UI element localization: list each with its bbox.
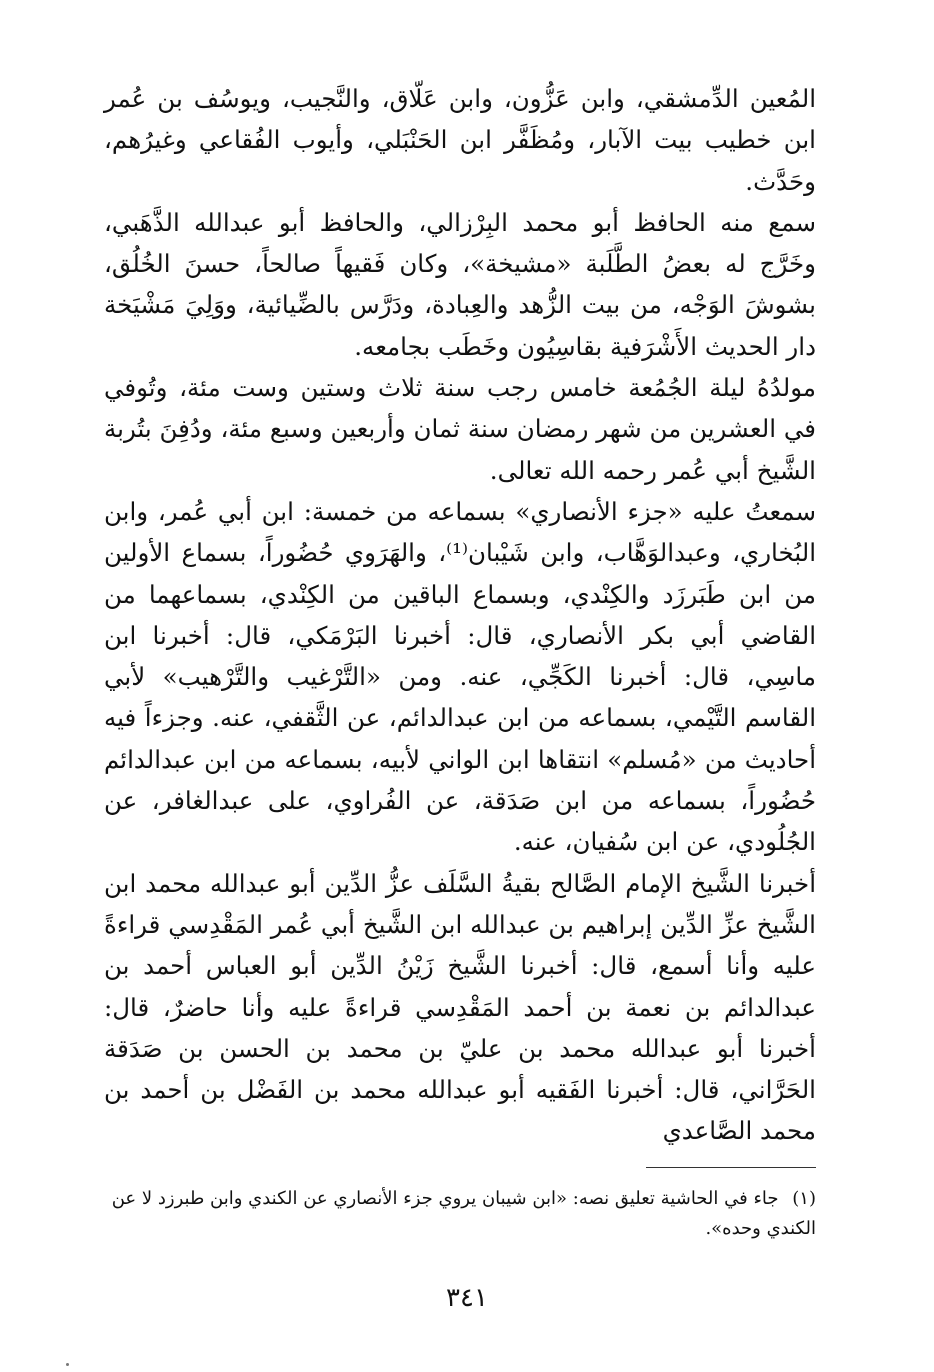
paragraph-2: سمع منه الحافظ أبو محمد البِرْزالي، والحافظ أبو عبدالله الذَّهَبي، وخَرَّج له بعضُ الطَّلَبة «مشيخة»، وكان فَقيهاً صالحاً، حسنَ الخُلُق، بشوشَ الوَجْه، من بيت الزُّهد والعِبادة، ودَرَّس بالضِّيائية، ووَلِيَ مَشْيَخة دار الحديث الأَشْرَفية بقاسِيُون وخَطَب بجامعه. bbox=[104, 207, 816, 361]
page-number: ٣٤١ bbox=[446, 1283, 488, 1313]
footnote bbox=[104, 1184, 816, 1244]
paragraph-4: سمعتُ عليه «جزء الأنصاري» بسماعه من خمسة: ابن أبي عُمر، وابن البُخاري، وعبدالوَهَّاب، وابن شَيْبان⁽¹⁾، والهَرَوي حُضُوراً، بسماع الأولين من ابن طَبَرزَد والكِنْدي، وبسماع الباقين من الكِنْدي، بسماعهما من القاضي أبي بكر الأنصاري، قال: أخبرنا البَرْمَكي، قال: أخبرنا ابن ماسِي، قال: أخبرنا الكَجِّي، عنه. ومن «التَّرْغيب والتَّرْهيب» لأبي القاسم التَّيْمي، بسماعه من ابن عبدالدائم، عن الثَّقفي، عنه. وجزءاً فيه أحاديث من «مُسلم» انتقاها ابن الواني لأبيه، بسماعه من ابن عبدالدائم حُضُوراً، بسماعه من ابن صَدَقة، عن الفُراوي، على عبدالغافر، عن الجُلُودي، عن ابن سُفيان، عنه. bbox=[104, 496, 817, 857]
paragraph-3: مولدُهُ ليلة الجُمُعة خامس رجب سنة ثلاث وستين وست مئة، وتُوفي في العشرين من شهر رمضان سنة ثمان وأربعين وسبع مئة، ودُفِنَ بتُربة الشَّيخ أبي عُمر رحمه الله تعالى. bbox=[104, 373, 816, 485]
footnote-separator bbox=[646, 1167, 816, 1168]
paragraph-5: أخبرنا الشَّيخ الإمام الصَّالح بقيةُ السَّلَف عزُّ الدِّين أبو عبدالله محمد ابن الشَّيخ عزِّ الدِّين إبراهيم بن عبدالله ابن الشَّيخ أبي عُمر المَقْدِسي قراءةً عليه وأنا أسمع، قال: أخبرنا الشَّيخ زَيْنُ الدِّين أبو العباس أحمد بن عبدالدائم بن نعمة بن أحمد المَقْدِسي قراءةً عليه وأنا حاضرٌ، قال: أخبرنا أبو عبدالله محمد بن عليّ بن محمد بن الحسن بن صَدَقة الحَرَّاني، قال: أخبرنا الفَقيه أبو عبدالله محمد بن الفَضْل بن أحمد بن محمد الصَّاعدي bbox=[104, 868, 816, 1146]
body-text bbox=[104, 78, 816, 1152]
main-text-column bbox=[104, 78, 816, 1152]
paragraph-1: المُعين الدِّمشقي، وابن عَزُّون، وابن عَلّاق، والنَّجيب، ويوسُف بن عُمر ابن خطيب بيت الآبار، ومُظَفَّر ابن الحَنْبَلي، وأيوب الفُقاعي وغيرُهم، وحَدَّث. bbox=[104, 84, 816, 196]
footnote-text: جاء في الحاشية تعليق نصه: «ابن شيبان يروي جزء الأنصاري عن الكندي وابن طبرزد لا عن الكندي وحده». bbox=[111, 1188, 816, 1239]
footnote-marker: (١) bbox=[792, 1188, 816, 1209]
scan-speck bbox=[66, 1363, 69, 1366]
